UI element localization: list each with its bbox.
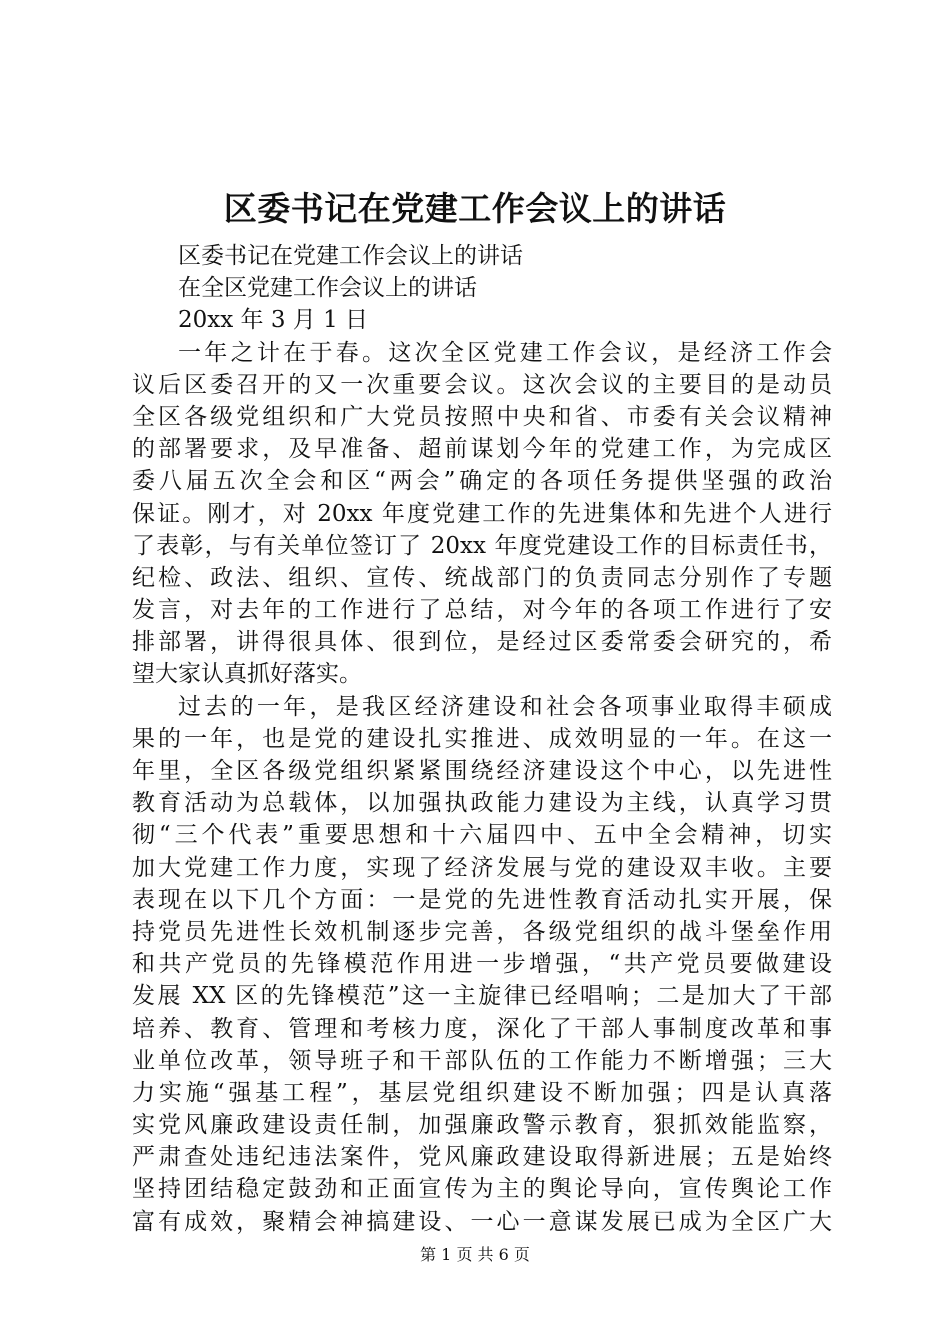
- body-text-line: 排部署，讲得很具体、很到位，是经过区委常委会研究的，希: [132, 629, 832, 656]
- document-title: 区委书记在党建工作会议上的讲话: [223, 189, 727, 228]
- body-text-line: 严肃查处违纪违法案件，党风廉政建设取得新进展；五是始终: [132, 1144, 832, 1171]
- body-text-line: 加大党建工作力度，实现了经济发展与党的建设双丰收。主要: [132, 854, 832, 881]
- document-body: [132, 240, 832, 1238]
- body-text-line: 一年之计在于春。这次全区党建工作会议，是经济工作会: [178, 339, 832, 366]
- body-text-line: 议后区委召开的又一次重要会议。这次会议的主要目的是动员: [132, 371, 832, 398]
- body-text-line: 教育活动为总载体，以加强执政能力建设为主线，认真学习贯: [132, 790, 832, 817]
- body-text-line: 业单位改革，领导班子和干部队伍的工作能力不断增强；三大: [132, 1047, 832, 1074]
- body-text-line: 培养、教育、管理和考核力度，深化了干部人事制度改革和事: [132, 1015, 832, 1042]
- body-text-line: 坚持团结稳定鼓劲和正面宣传为主的舆论导向，宣传舆论工作: [132, 1176, 832, 1203]
- body-text-line: 的部署要求，及早准备、超前谋划今年的党建工作，为完成区: [132, 436, 832, 463]
- body-text-line: 富有成效，聚精会神搞建设、一心一意谋发展已成为全区广大: [132, 1208, 832, 1235]
- body-text-line: 彻“三个代表”重要思想和十六届四中、五中全会精神，切实: [132, 822, 832, 849]
- body-text-line: 在全区党建工作会议上的讲话: [178, 275, 477, 302]
- body-text-line: 全区各级党组织和广大党员按照中央和省、市委有关会议精神: [132, 403, 832, 430]
- page-footer: 第 1 页 共 6 页: [420, 1245, 530, 1264]
- body-text-line: 区委书记在党建工作会议上的讲话: [178, 243, 523, 269]
- body-text-line: 和共产党员的先锋模范作用进一步增强，“共产党员要做建设: [132, 951, 832, 978]
- body-text-line: 20xx 年 3 月 1 日: [178, 307, 369, 334]
- body-text-line: 保证。刚才，对 20xx 年度党建工作的先进集体和先进个人进行: [132, 500, 832, 527]
- body-text-line: 望大家认真抓好落实。: [132, 661, 362, 688]
- body-text-line: 发展 XX 区的先锋模范”这一主旋律已经唱响；二是加大了干部: [132, 983, 832, 1010]
- body-text-line: 了表彰，与有关单位签订了 20xx 年度党建设工作的目标责任书，: [132, 532, 832, 559]
- body-text-line: 纪检、政法、组织、宣传、统战部门的负责同志分别作了专题: [132, 564, 832, 591]
- body-text-line: 持党员先进性长效机制逐步完善，各级党组织的战斗堡垒作用: [132, 918, 832, 945]
- body-text-line: 果的一年，也是党的建设扎实推进、成效明显的一年。在这一: [132, 725, 832, 752]
- body-text-line: 过去的一年，是我区经济建设和社会各项事业取得丰硕成: [178, 693, 832, 720]
- body-text-line: 委八届五次全会和区“两会”确定的各项任务提供坚强的政治: [132, 468, 832, 495]
- body-text-line: 力实施“强基工程”，基层党组织建设不断加强；四是认真落: [132, 1079, 832, 1106]
- body-text-line: 实党风廉政建设责任制，加强廉政警示教育，狠抓效能监察，: [132, 1112, 832, 1139]
- body-text-line: 发言，对去年的工作进行了总结，对今年的各项工作进行了安: [132, 597, 832, 624]
- body-text-line: 表现在以下几个方面：一是党的先进性教育活动扎实开展，保: [132, 886, 832, 913]
- body-text-line: 年里，全区各级党组织紧紧围绕经济建设这个中心，以先进性: [132, 758, 832, 784]
